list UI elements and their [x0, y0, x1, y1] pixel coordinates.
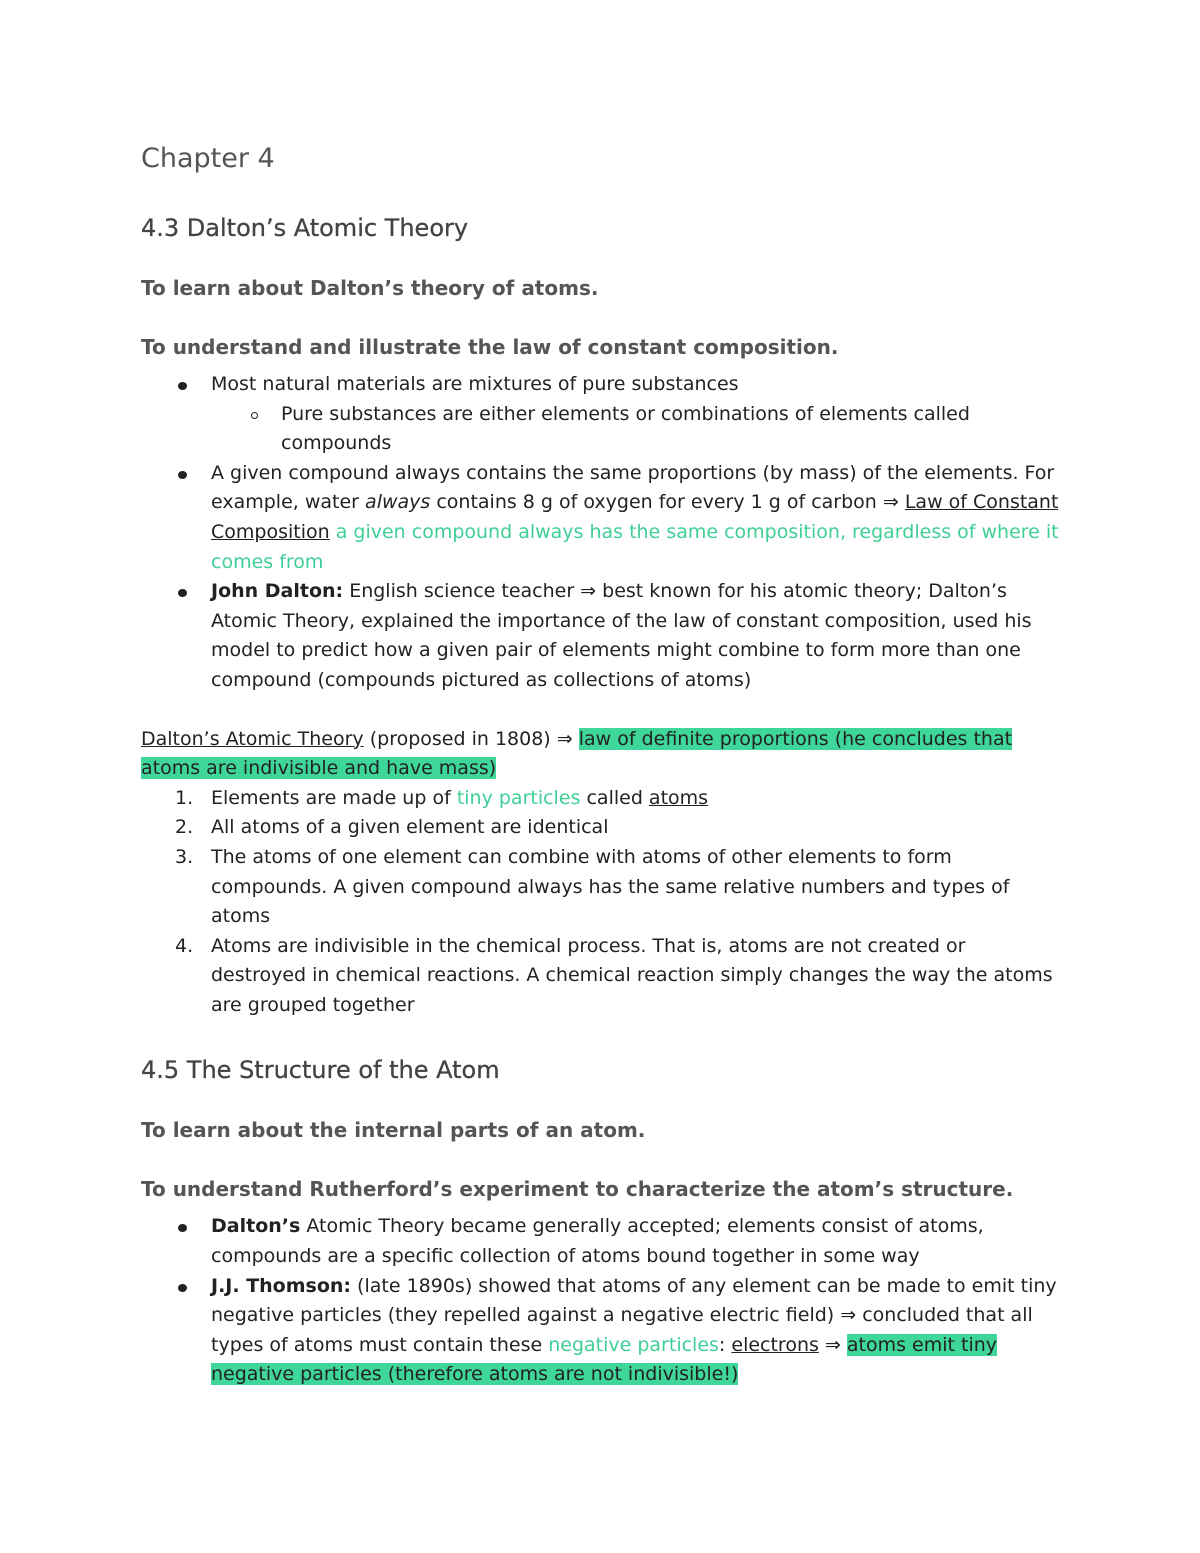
green-note: negative particles — [548, 1333, 719, 1356]
list-item — [141, 459, 1061, 577]
text-run: : — [718, 1333, 732, 1356]
bullet-icon — [178, 589, 187, 597]
list-item-text: Atoms are indivisible in the chemical process. That is, atoms are not created or destroyed in chemical reactions. A chemical reaction simply changes the way the atoms are grouped together — [211, 934, 1053, 1016]
section-4-5-goal-1: To learn about the internal parts of an atom. — [141, 1118, 646, 1143]
theory-paragraph — [141, 725, 1061, 784]
bullet-icon — [178, 471, 187, 479]
list-item-text: All atoms of a given element are identical — [211, 816, 609, 839]
bold-term: J.J. Thomson: — [211, 1274, 352, 1297]
underlined-term: electrons — [731, 1333, 819, 1356]
list-item — [141, 1212, 1061, 1271]
document-content — [141, 140, 1061, 1390]
text-run: called — [580, 786, 649, 809]
list-item — [141, 1272, 1061, 1390]
bullet-icon — [178, 1284, 187, 1292]
bold-term: John Dalton: — [211, 580, 344, 603]
law-term: Law of Constant Composition — [211, 491, 1059, 543]
hollow-bullet-icon — [251, 412, 258, 419]
green-note: tiny particles — [456, 786, 581, 809]
italic-text: always — [365, 491, 431, 514]
list-item-text: The atoms of one element can combine with atoms of other elements to form compounds. A given compound always has the same relative numbers and types of atoms — [211, 845, 1010, 928]
sub-list — [211, 400, 1061, 459]
section-4-3-goal-1: To learn about Dalton’s theory of atoms. — [141, 276, 599, 300]
bullet-icon — [178, 382, 187, 390]
text-run: English science teacher ⇒ best known for his atomic theory; Dalton’s Atomic Theory, explained the importance of the law of constant composition, used his model to predict how a given pair of elements might combine to form more than one compound (compounds pictured as collections of atoms) — [211, 580, 1032, 691]
list-item-text: Most natural materials are mixtures of pure substances — [211, 373, 739, 395]
sub-list-item-text: Pure substances are either elements or combinations of elements called compounds — [281, 402, 970, 455]
text-run: contains 8 g of oxygen for every 1 g of carbon ⇒ — [430, 491, 905, 514]
highlighted-text: law of definite proportions (he concludes that atoms are indivisible and have mass) — [141, 727, 1013, 780]
list-number: 1. — [175, 786, 194, 809]
list-number: 4. — [175, 934, 194, 957]
text-run: Elements are made up of — [211, 786, 457, 809]
section-4-5-goal-2: To understand Rutherford’s experiment to characterize the atom’s structure. — [141, 1177, 1014, 1202]
list-number: 3. — [175, 845, 194, 868]
section-4-5-title: 4.5 The Structure of the Atom — [141, 1056, 500, 1085]
list-item — [141, 813, 1061, 843]
list-number: 2. — [175, 816, 194, 839]
chapter-title: Chapter 4 — [141, 143, 275, 174]
theory-term: Dalton’s Atomic Theory — [141, 727, 364, 750]
theory-numbered-list — [141, 784, 1061, 1021]
list-item — [141, 370, 1061, 459]
list-item — [141, 784, 1061, 814]
list-item — [141, 577, 1061, 695]
underlined-term: atoms — [648, 786, 709, 809]
text-run: (late 1890s) showed that atoms of any element can be made to emit tiny negative particles (they repelled against a negative electric field) ⇒ concluded that all types of atoms must contain these — [211, 1274, 1057, 1356]
highlighted-text: atoms emit tiny negative particles (therefore atoms are not indivisible!) — [211, 1333, 998, 1386]
list-item — [141, 932, 1061, 1021]
sub-list-item — [211, 400, 1061, 459]
text-run: (proposed in 1808) ⇒ — [363, 727, 579, 750]
section-4-3-bullets — [141, 370, 1061, 696]
list-item — [141, 843, 1061, 932]
text-run: A given compound always contains the same proportions (by mass) of the elements. For example, water — [211, 461, 1055, 514]
text-run: Atomic Theory became generally accepted; elements consist of atoms, compounds are a specific collection of atoms bound together in some way — [211, 1215, 984, 1268]
section-4-5-bullets — [141, 1212, 1061, 1390]
section-4-3-goal-2: To understand and illustrate the law of constant composition. — [141, 335, 839, 359]
bold-term: Dalton’s — [211, 1215, 301, 1238]
section-4-3-title: 4.3 Dalton’s Atomic Theory — [141, 214, 469, 242]
green-note: a given compound always has the same composition, regardless of where it comes from — [211, 520, 1059, 573]
text-run: ⇒ — [818, 1333, 847, 1356]
bullet-icon — [178, 1224, 187, 1232]
